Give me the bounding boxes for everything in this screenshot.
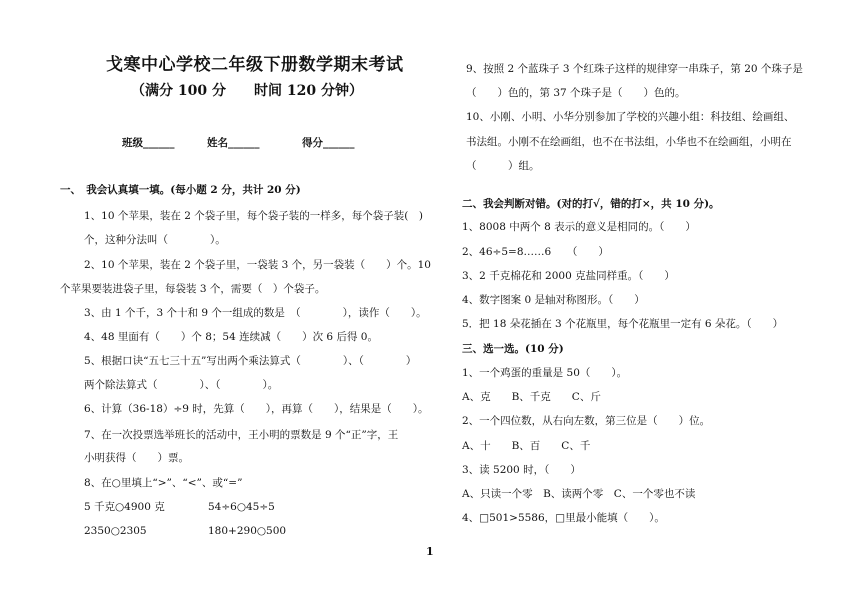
choice-item: A、只读一个零 B、读两个零 C、一个零也不读	[462, 488, 696, 500]
exam-subtitle: （满分 100 分 时间 120 分钟）	[131, 83, 363, 99]
judge-item: 2、46÷5=8……6 （ ）	[462, 246, 609, 258]
left-line: 1、10 个苹果，装在 2 个袋子里，每个袋子装的一样多，每个袋子装( )	[84, 210, 423, 222]
right-line: 10、小刚、小明、小华分别参加了学校的兴趣小组：科技组、绘画组、	[466, 111, 795, 123]
choice-item: A、十 B、百 C、千	[462, 440, 591, 452]
left-line: 2、10 个苹果，装在 2 个袋子里，一袋装 3 个，另一袋装（ ）个。10	[84, 259, 431, 271]
left-line: 个，这种分法叫（ ）。	[84, 234, 226, 246]
right-line: 9、按照 2 个蓝珠子 3 个红珠子这样的规律穿一串珠子，第 20 个珠子是	[466, 63, 803, 75]
left-line: 两个除法算式（ ）、（ ）。	[84, 379, 279, 391]
compare-item: 5 千克○4900 克	[84, 501, 165, 513]
section3-heading: 三、选一选。(10 分)	[462, 343, 564, 355]
left-line: 个苹果要装进袋子里，每袋装 3 个，需要（ ）个袋子。	[60, 283, 326, 295]
right-line: （ ）色的，第 37 个珠子是（ ）色的。	[466, 87, 686, 99]
section1-heading: 一、 我会认真填一填。(每小题 2 分，共计 20 分)	[60, 184, 301, 196]
left-line: 小明获得（ ）票。	[84, 452, 189, 464]
judge-item: 5．把 18 朵花插在 3 个花瓶里，每个花瓶里一定有 6 朵花。（ ）	[462, 318, 784, 330]
right-line: 书法组。小刚不在绘画组，也不在书法组，小华也不在绘画组，小明在	[466, 136, 792, 148]
choice-item: 2、一个四位数，从右向左数，第三位是（ ）位。	[462, 415, 711, 427]
compare-item: 54÷6○45÷5	[208, 501, 275, 513]
left-line: 3、由 1 个千，3 个十和 9 个一组成的数是 （ ），读作（ ）。	[84, 307, 427, 319]
name-field: 姓名______	[207, 137, 260, 149]
left-line: 8、在○里填上“>”、“<”、或“=”	[84, 477, 243, 489]
left-line: 4、48 里面有（ ）个 8；54 连续减（ ）次 6 后得 0。	[84, 331, 378, 343]
score-field: 得分______	[302, 137, 355, 149]
compare-item: 2350○2305	[84, 525, 147, 537]
judge-item: 4、数字图案 0 是轴对称图形。（ ）	[462, 294, 645, 306]
choice-item: 3、读 5200 时，（ ）	[462, 464, 581, 476]
choice-item: 1、一个鸡蛋的重量是 50（ ）。	[462, 367, 628, 379]
judge-item: 3、2 千克棉花和 2000 克盐同样重。（ ）	[462, 270, 675, 282]
right-line: （ ）组。	[466, 160, 540, 172]
page-number: 1	[426, 545, 434, 558]
section2-heading: 二、我会判断对错。(对的打√，错的打×，共 10 分)。	[462, 198, 720, 210]
judge-item: 1、8008 中两个 8 表示的意义是相同的。（ ）	[462, 221, 696, 233]
left-line: 7、在一次投票选举班长的活动中，王小明的票数是 9 个“正”字，王	[84, 429, 399, 441]
compare-item: 180+290○500	[208, 525, 287, 537]
class-field: 班级______	[122, 137, 175, 149]
left-line: 6、计算（36-18）÷9 时，先算（ ），再算（ ），结果是（ ）。	[84, 403, 429, 415]
choice-item: 4、□501>5586，□里最小能填（ ）。	[462, 512, 665, 524]
exam-title: 戈寒中心学校二年级下册数学期末考试	[106, 55, 404, 75]
left-line: 5、根据口诀“五七三十五”写出两个乘法算式（ ）、（ ）	[84, 355, 417, 367]
choice-item: A、克 B、千克 C、斤	[462, 391, 601, 403]
